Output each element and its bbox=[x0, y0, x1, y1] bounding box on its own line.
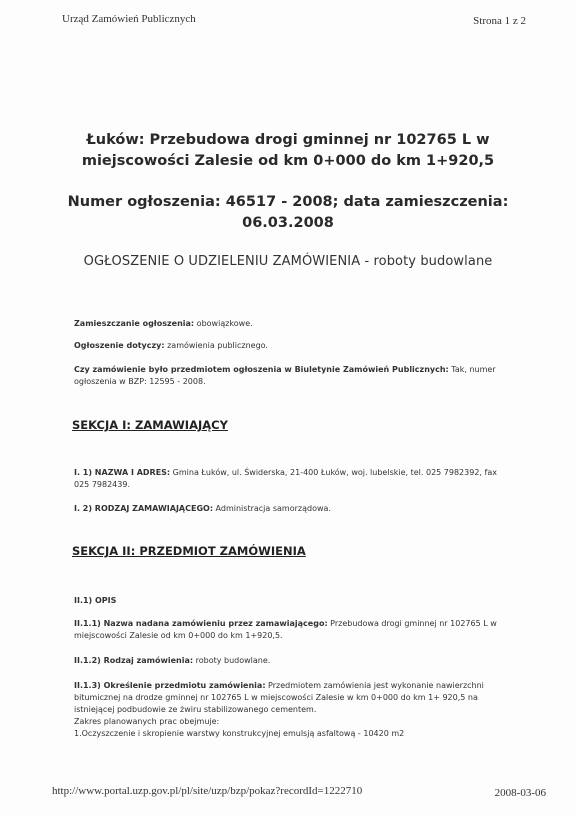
field-nazwa-zamowienia bbox=[74, 618, 514, 642]
field-nazwa-adres bbox=[74, 467, 514, 491]
field-value: roboty budowlane. bbox=[193, 656, 271, 665]
section-2-heading: SEKCJA II: PRZEDMIOT ZAMÓWIENIA bbox=[72, 544, 306, 558]
section-1-heading: SEKCJA I: ZAMAWIAJĄCY bbox=[72, 418, 228, 432]
header-page-number: Strona 1 z 2 bbox=[473, 15, 526, 27]
notice-title bbox=[60, 130, 516, 172]
subsection-opis bbox=[74, 595, 514, 607]
field-rodzaj-zamowienia bbox=[74, 655, 514, 667]
notice-title-line2: miejscowości Zalesie od km 0+000 do km 1+920,5 bbox=[81, 153, 495, 169]
field-value: Przebudowa drogi gminnej nr 102765 L w miejscowości Zalesie od km 0+000 do km 1+920,5. bbox=[74, 619, 497, 640]
field-value: Tak, numer ogłoszenia w BZP: 12595 - 2008. bbox=[74, 365, 496, 386]
subsection-label: II.1) OPIS bbox=[74, 596, 117, 605]
field-label: I. 2) RODZAJ ZAMAWIAJĄCEGO: bbox=[74, 504, 214, 513]
field-rodzaj-zamawiajacego bbox=[74, 503, 514, 515]
field-label: Ogłoszenie dotyczy: bbox=[74, 341, 165, 350]
field-value: Gmina Łuków, ul. Świderska, 21-400 Łuków, woj. lubelskie, tel. 025 7982392, fax 025 7982439. bbox=[74, 468, 497, 489]
footer-date: 2008-03-06 bbox=[494, 787, 546, 799]
field-value: Administracja samorządowa. bbox=[213, 504, 331, 513]
field-zamieszczanie bbox=[74, 318, 514, 330]
notice-number-line2: 06.03.2008 bbox=[242, 215, 334, 231]
field-label: II.1.3) Określenie przedmiotu zamówienia: bbox=[74, 681, 266, 690]
zakres-heading: Zakres planowanych prac obejmuje: bbox=[74, 717, 220, 726]
zakres-item: 1.Oczyszczenie i skropienie warstwy konstrukcyjnej emulsją asfaltową - 10420 m2 bbox=[74, 729, 405, 738]
field-dotyczy bbox=[74, 340, 514, 352]
field-label: II.1.1) Nazwa nadana zamówieniu przez zamawiającego: bbox=[74, 619, 328, 628]
field-label: Zamieszczanie ogłoszenia: bbox=[74, 319, 195, 328]
notice-number bbox=[60, 192, 516, 234]
field-okreslenie-przedmiotu bbox=[74, 680, 514, 740]
field-value: Przedmiotem zamówienia jest wykonanie nawierzchni bitumicznej na drodze gminnej nr 102765 L w miejscowości Zalesie w km 0+000 do km 1+ 920,5 na istniejącej podbudowie ze żwiru stabilizowanego cementem. bbox=[74, 681, 484, 714]
field-biuletyn bbox=[74, 364, 514, 388]
field-label: Czy zamówienie było przedmiotem ogłoszenia w Biuletynie Zamówień Publicznych: bbox=[74, 365, 449, 374]
footer-url: http://www.portal.uzp.gov.pl/pl/site/uzp/bzp/pokaz?recordId=1222710 bbox=[52, 785, 363, 797]
notice-type: OGŁOSZENIE O UDZIELENIU ZAMÓWIENIA - roboty budowlane bbox=[83, 254, 493, 269]
field-label: I. 1) NAZWA I ADRES: bbox=[74, 468, 171, 477]
header-office-name: Urząd Zamówień Publicznych bbox=[62, 13, 196, 25]
field-label: II.1.2) Rodzaj zamówienia: bbox=[74, 656, 194, 665]
notice-title-line1: Łuków: Przebudowa drogi gminnej nr 102765 L w bbox=[86, 132, 490, 148]
notice-number-line1: Numer ogłoszenia: 46517 - 2008; data zamieszczenia: bbox=[67, 194, 509, 210]
field-value: zamówienia publicznego. bbox=[164, 341, 268, 350]
field-value: obowiązkowe. bbox=[194, 319, 253, 328]
